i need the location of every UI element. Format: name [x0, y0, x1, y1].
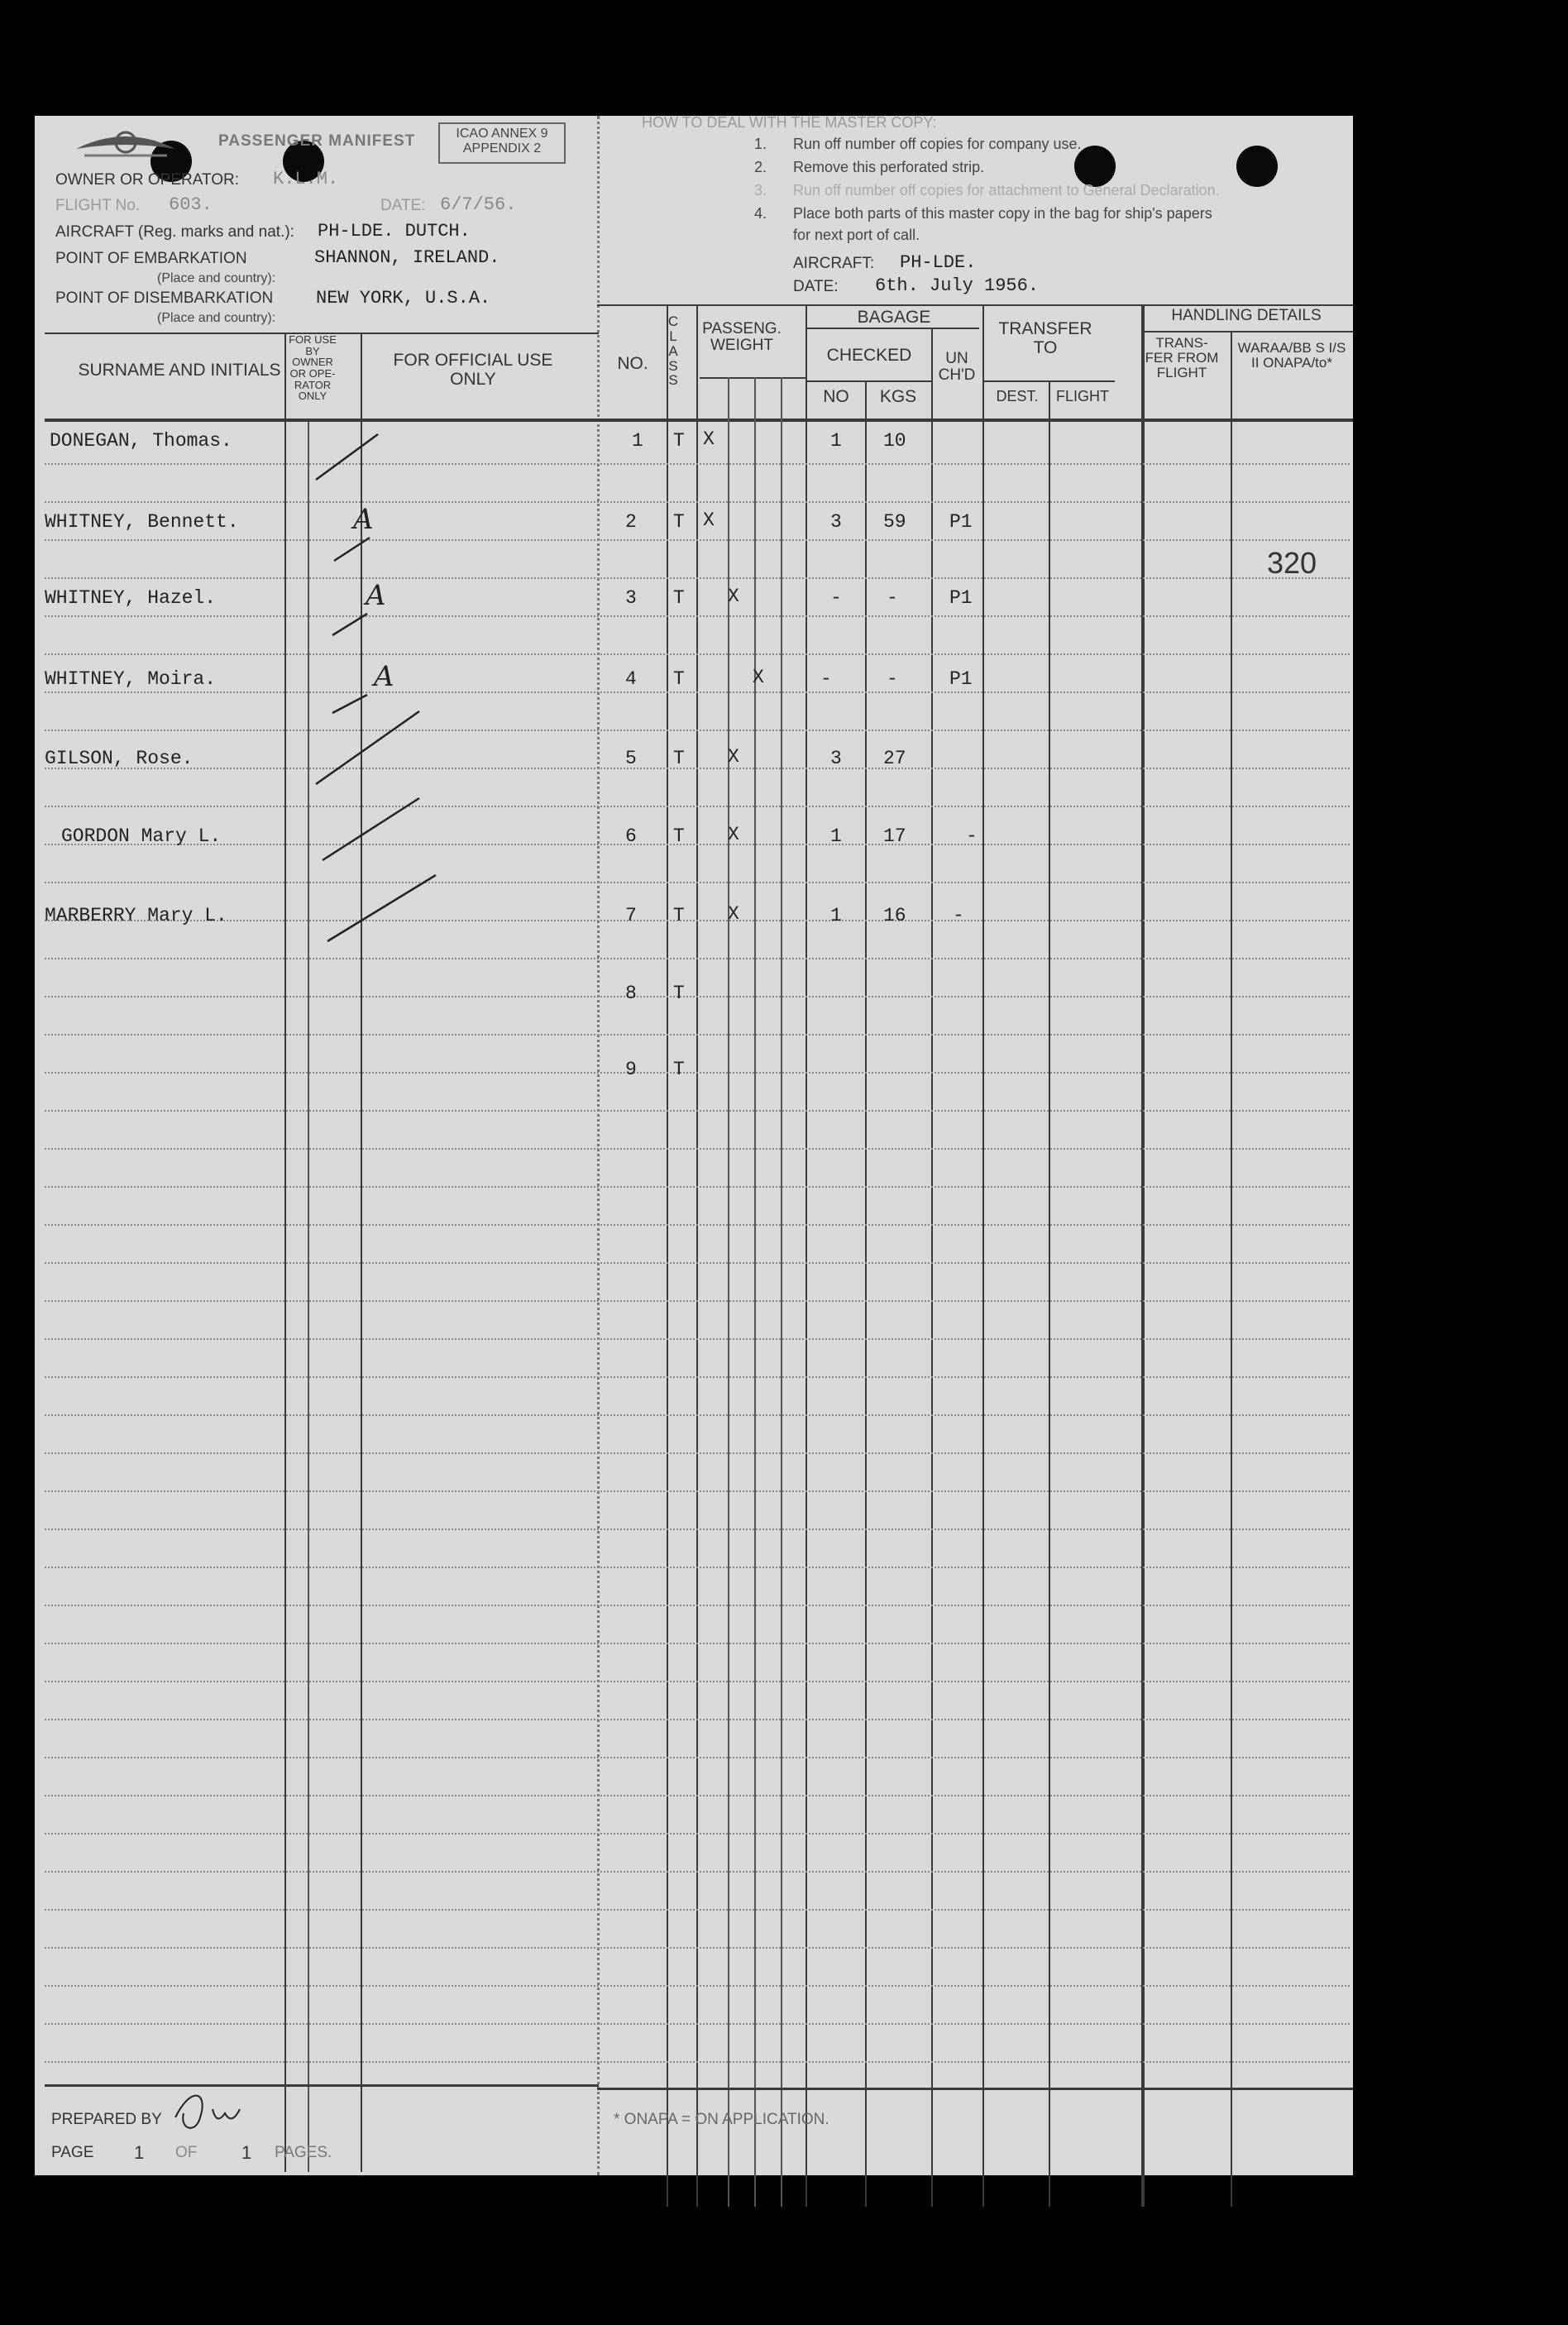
weight-mark-3: X: [753, 667, 764, 688]
ruled-line: [45, 958, 1350, 959]
ruled-line: [45, 806, 1350, 807]
col-rule: [754, 377, 756, 2207]
ruled-line: [45, 1034, 1350, 1036]
airline-logo-icon: [68, 124, 184, 165]
icao-box: [438, 122, 566, 164]
ruled-line: [45, 1833, 1350, 1835]
ruled-line: [45, 1757, 1350, 1758]
passenger-name: WHITNEY, Moira.: [45, 668, 217, 690]
unchecked-bag: P1: [949, 587, 973, 609]
ruled-line: [45, 1490, 1350, 1492]
row-number: 3: [625, 587, 637, 609]
ruled-line: [45, 1681, 1350, 1682]
weight-mark-1: X: [703, 509, 715, 531]
col-rule: [696, 304, 698, 2207]
bag-count: 1: [830, 825, 842, 847]
passenger-name: GORDON Mary L.: [61, 825, 222, 847]
ruled-line: [45, 1985, 1350, 1987]
row-number: 7: [625, 905, 637, 926]
col-flight: FLIGHT: [1055, 388, 1109, 404]
ruled-line: [45, 691, 1350, 693]
ruled-line: [45, 615, 1350, 617]
col-kgs: KGS: [879, 387, 917, 406]
ruled-line: [45, 1795, 1350, 1796]
disembarkation-label: POINT OF DISEMBARKATION: [55, 289, 274, 307]
instruction-2-num: 2.: [754, 159, 767, 175]
instruction-4: Place both parts of this master copy in the bag for ship's papers: [793, 205, 1212, 222]
date-label: DATE:: [380, 197, 426, 214]
weight-mark-2: X: [728, 824, 739, 845]
aircraft-value: PH-LDE. DUTCH.: [318, 221, 471, 242]
bag-kgs: -: [887, 587, 898, 609]
ruled-line: [45, 1072, 1350, 1074]
bag-kgs: 59: [883, 511, 906, 533]
header-rule: [1143, 331, 1353, 332]
col-for-use: FOR USE BY OWNER OR OPE-RATOR ONLY: [289, 333, 337, 403]
col-rule: [1141, 304, 1145, 2207]
ruled-line: [45, 844, 1350, 845]
ruled-line: [45, 577, 1350, 579]
col-surname: SURNAME AND INITIALS: [78, 361, 281, 380]
ruled-line: [45, 2061, 1350, 2063]
bag-count: 3: [830, 748, 842, 769]
ruled-line: [45, 2023, 1350, 2025]
bag-count: -: [830, 587, 842, 609]
icao-line1: ICAO ANNEX 9: [456, 127, 548, 141]
ruled-line: [45, 1719, 1350, 1720]
ruled-line: [45, 1338, 1350, 1340]
page-number: 1: [134, 2142, 145, 2163]
ruled-line: [45, 1452, 1350, 1454]
row-number: 2: [625, 511, 637, 533]
bag-kgs: 16: [883, 905, 906, 926]
row-number: 9: [625, 1059, 637, 1080]
header-rule: [597, 304, 1353, 306]
onapa-note: * ONAPA = ON APPLICATION.: [614, 2111, 829, 2128]
ruled-line: [45, 920, 1350, 921]
row-class: T: [673, 668, 685, 690]
punch-hole: [1236, 146, 1278, 187]
ruled-line: [45, 882, 1350, 883]
row-class: T: [673, 825, 685, 847]
bag-count: 1: [830, 905, 842, 926]
prepared-by-label: PREPARED BY: [51, 2111, 162, 2128]
col-official: FOR OFFICIAL USE ONLY: [393, 351, 553, 390]
ruled-line: [45, 1605, 1350, 1606]
col-rule: [728, 377, 729, 2207]
col-no: NO.: [617, 354, 648, 373]
col-transfer-from: TRANS-FER FROM FLIGHT: [1145, 335, 1219, 380]
form-title: PASSENGER MANIFEST: [218, 132, 416, 150]
row-class: T: [673, 587, 685, 609]
embarkation-label: POINT OF EMBARKATION: [55, 250, 247, 267]
footer-rule: [45, 2084, 599, 2087]
aircraft-label: AIRCRAFT (Reg. marks and nat.):: [55, 223, 294, 241]
footer-rule: [597, 2088, 1353, 2090]
instr-date-value: 6th. July 1956.: [875, 275, 1040, 296]
handwritten-check-marks: [275, 422, 440, 1067]
header-bottom-rule: [45, 419, 1353, 422]
flight-label: FLIGHT No.: [55, 197, 141, 214]
bag-kgs: -: [887, 668, 898, 690]
row-class: T: [673, 1059, 685, 1080]
header-rule: [700, 377, 807, 379]
ruled-line: [45, 996, 1350, 997]
col-bag-no: NO: [823, 387, 849, 406]
col-unchd: UN CH'D: [938, 350, 976, 384]
col-waraa: WARAA/BB S I/S II ONAPA/to*: [1237, 340, 1346, 371]
of-label: OF: [175, 2144, 198, 2161]
col-rule: [1231, 331, 1232, 2207]
ruled-line: [45, 1567, 1350, 1568]
header-rule: [807, 380, 931, 382]
weight-mark-1: X: [703, 428, 715, 450]
ruled-line: [45, 463, 1350, 465]
col-rule: [982, 304, 984, 2207]
page-label: PAGE: [51, 2144, 94, 2161]
disembarkation-value: NEW YORK, U.S.A.: [316, 288, 491, 309]
unchecked-bag: P1: [949, 511, 973, 533]
col-handling: HANDLING DETAILS: [1171, 307, 1322, 324]
ruled-line: [45, 1909, 1350, 1911]
embarkation-value: SHANNON, IRELAND.: [314, 247, 500, 268]
bag-count: -: [820, 668, 832, 690]
col-checked: CHECKED: [826, 346, 912, 365]
instr-aircraft-value: PH-LDE.: [900, 252, 977, 273]
ruled-line: [45, 1947, 1350, 1949]
passenger-name: MARBERRY Mary L.: [45, 905, 227, 926]
instr-aircraft-label: AIRCRAFT:: [793, 255, 875, 272]
page-total: 1: [241, 2142, 252, 2163]
bag-kgs: 10: [883, 430, 906, 452]
handwritten-mark: A: [374, 660, 394, 693]
col-rule: [931, 328, 933, 2207]
embarkation-sub: (Place and country):: [157, 271, 276, 285]
weight-mark-2: X: [728, 903, 739, 925]
unchecked-bag: P1: [949, 668, 973, 690]
bag-count: 3: [830, 511, 842, 533]
weight-mark-2: X: [728, 586, 739, 607]
col-passeng-weight: PASSENG. WEIGHT: [702, 320, 782, 354]
row-class: T: [673, 983, 685, 1004]
row-class: T: [673, 748, 685, 769]
col-rule: [667, 304, 668, 2207]
date-value: 6/7/56.: [440, 194, 517, 215]
row-number: 4: [625, 668, 637, 690]
unchecked-bag: -: [966, 825, 978, 847]
unchecked-bag: -: [953, 905, 964, 926]
handwritten-number: 320: [1267, 546, 1317, 580]
ruled-line: [45, 768, 1350, 769]
bag-kgs: 27: [883, 748, 906, 769]
ruled-line: [45, 1186, 1350, 1188]
row-class: T: [673, 511, 685, 533]
handwritten-mark: A: [366, 579, 386, 612]
owner-label: OWNER OR OPERATOR:: [55, 171, 240, 189]
instruction-2: Remove this perforated strip.: [793, 159, 985, 175]
header-rule: [807, 328, 979, 329]
instruction-1-num: 1.: [754, 136, 767, 152]
ruled-line: [45, 1262, 1350, 1264]
row-number: 5: [625, 748, 637, 769]
col-rule: [781, 377, 782, 2207]
ruled-line: [45, 1110, 1350, 1112]
ruled-line: [45, 1148, 1350, 1150]
col-transfer-to: TRANSFER TO: [998, 319, 1092, 358]
passenger-name: DONEGAN, Thomas.: [50, 430, 232, 452]
weight-mark-2: X: [728, 746, 739, 768]
disembarkation-sub: (Place and country):: [157, 311, 276, 325]
passenger-name: GILSON, Rose.: [45, 748, 194, 769]
bag-kgs: 17: [883, 825, 906, 847]
flight-value: 603.: [169, 194, 213, 215]
handwritten-mark: A: [353, 503, 374, 536]
ruled-line: [45, 1871, 1350, 1873]
ruled-line: [45, 1643, 1350, 1644]
instr-date-label: DATE:: [793, 278, 839, 295]
ruled-line: [45, 1414, 1350, 1416]
col-class: CLASS: [667, 313, 679, 389]
icao-line2: APPENDIX 2: [462, 141, 542, 155]
ruled-line: [45, 1528, 1350, 1530]
manifest-sheet: [35, 116, 1353, 2175]
ruled-line: [45, 1300, 1350, 1302]
ruled-line: [45, 1376, 1350, 1378]
ruled-line: [45, 653, 1350, 655]
col-baggage: BAGAGE: [857, 308, 931, 327]
col-dest: DEST.: [996, 388, 1039, 404]
passenger-name: WHITNEY, Hazel.: [45, 587, 217, 609]
perforation-line: [597, 116, 600, 2175]
col-rule: [806, 304, 807, 2207]
owner-value: K.L.M.: [273, 169, 339, 189]
row-number: 8: [625, 983, 637, 1004]
instruction-3-num: 3.: [754, 182, 767, 199]
ruled-line: [45, 730, 1350, 731]
ruled-line: [45, 1224, 1350, 1226]
ruled-line: [45, 501, 1350, 503]
bag-count: 1: [830, 430, 842, 452]
signature-icon: [167, 2084, 258, 2142]
row-class: T: [673, 905, 685, 926]
row-number: 6: [625, 825, 637, 847]
passenger-name: WHITNEY, Bennett.: [45, 511, 239, 533]
instruction-4-num: 4.: [754, 205, 767, 222]
instruction-3: Run off number off copies for attachment to General Declaration.: [793, 182, 1220, 199]
instruction-1: Run off number off copies for company use.: [793, 136, 1082, 152]
instruction-4-cont: for next port of call.: [793, 227, 920, 243]
instructions-title: HOW TO DEAL WITH THE MASTER COPY:: [642, 114, 937, 131]
ruled-line: [45, 539, 1350, 541]
row-number: 1: [632, 430, 643, 452]
row-class: T: [673, 430, 685, 452]
pages-label: PAGES.: [275, 2144, 332, 2161]
